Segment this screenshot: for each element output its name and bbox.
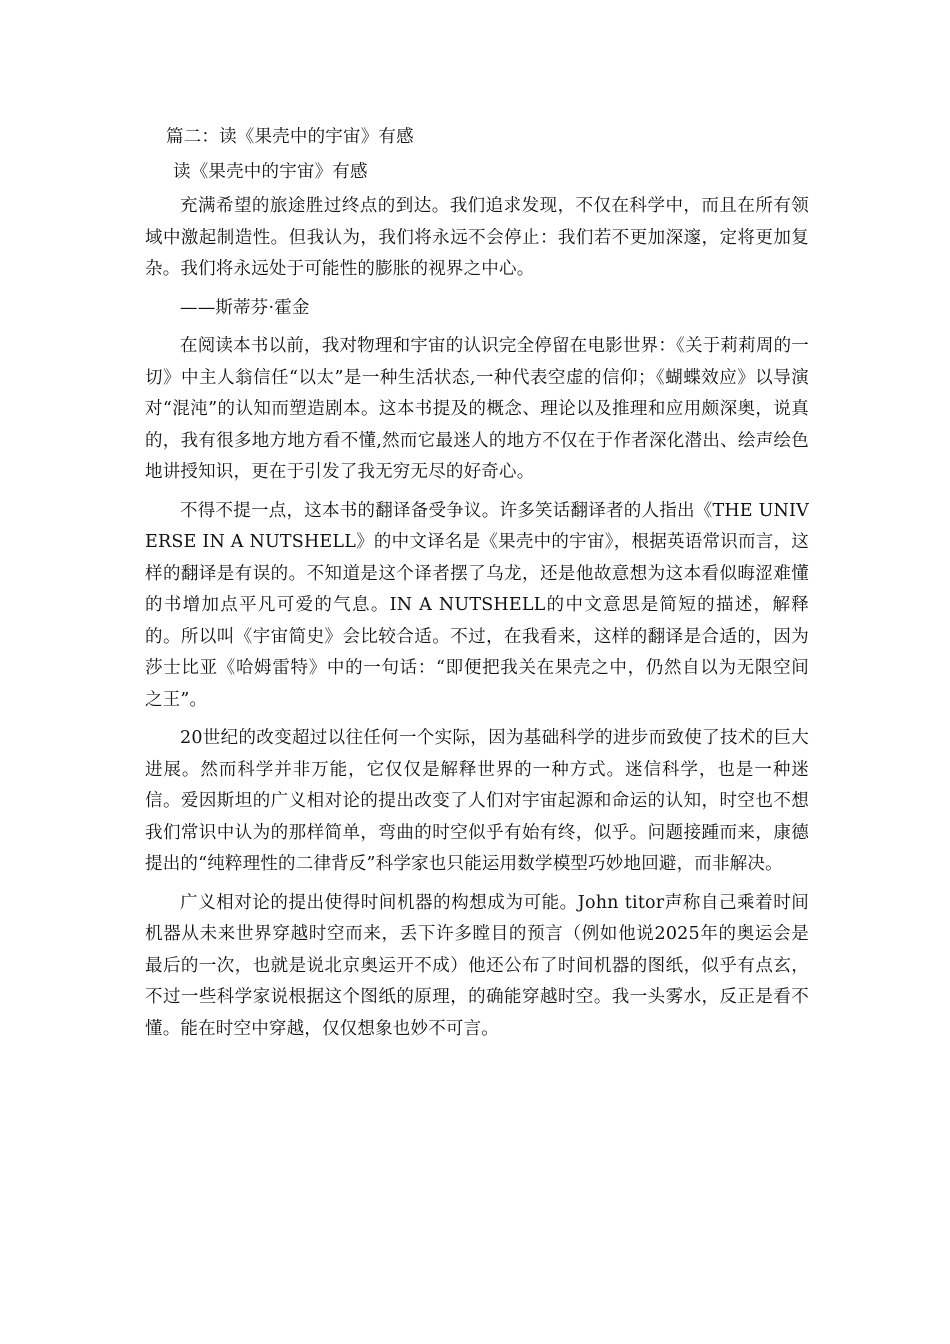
paragraph-2: 不得不提一点，这本书的翻译备受争议。许多笑话翻译者的人指出《THE UNIVERSE IN A NUTSHELL》的中文译名是《果壳中的宇宙》，根据英语常识而言，这样的翻译是有误的。不知道是这个译者摆了乌龙，还是他故意想为这本看似晦涩难懂的书增加点平凡可爱的气息。IN A NUTSHELL的中文意思是简短的描述，解释的。所以叫《宇宙简史》会比较合适。不过，在我看来，这样的翻译是合适的，因为莎士比亚《哈姆雷特》中的一句话：“即便把我关在果壳之中，仍然自以为无限空间之王”。 <box>145 500 809 710</box>
paragraph-1: 在阅读本书以前，我对物理和宇宙的认识完全停留在电影世界：《关于莉莉周的一切》中主人翁信任“以太”是一种生活状态,一种代表空虚的信仰；《蝴蝶效应》以导演对“混沌”的认知而塑造剧本。这本书提及的概念、理论以及推理和应用颇深奥，说真的，我有很多地方地方看不懂,然而它最迷人的地方不仅在于作者深化潜出、绘声绘色地讲授知识，更在于引发了我无穷无尽的好奇心。 <box>145 336 809 482</box>
epigraph-attribution: ——斯蒂芬·霍金 <box>180 297 310 318</box>
document-heading: 篇二：读《果壳中的宇宙》有感 <box>166 127 414 147</box>
epigraph-quote: 充满希望的旅途胜过终点的到达。我们追求发现，不仅在科学中，而且在所有领域中激起制造性。但我认为，我们将永远不会停止：我们若不更加深邃，定将更加复杂。我们将永远处于可能性的膨胀的视界之中心。 <box>145 196 809 279</box>
document-body <box>145 122 809 1052</box>
document-subheading: 读《果壳中的宇宙》有感 <box>173 161 368 182</box>
paragraph-4: 广义相对论的提出使得时间机器的构想成为可能。John titor声称自己乘着时间机器从未来世界穿越时空而来，丢下许多瞠目的预言（例如他说2025年的奥运会是最后的一次，也就是说北京奥运开不成）他还公布了时间机器的图纸，似乎有点玄，不过一些科学家说根据这个图纸的原理，的确能穿越时空。我一头雾水，反正是看不懂。能在时空中穿越，仅仅想象也妙不可言。 <box>145 892 809 1039</box>
paragraph-3: 20世纪的改变超过以往任何一个实际，因为基础科学的进步而致使了技术的巨大进展。然而科学并非万能，它仅仅是解释世界的一种方式。迷信科学，也是一种迷信。爱因斯坦的广义相对论的提出改变了人们对宇宙起源和命运的认知，时空也不想我们常识中认为的那样简单，弯曲的时空似乎有始有终，似乎。问题接踵而来，康德提出的“纯粹理性的二律背反”科学家也只能运用数学模型巧妙地回避，而非解决。 <box>145 728 809 874</box>
